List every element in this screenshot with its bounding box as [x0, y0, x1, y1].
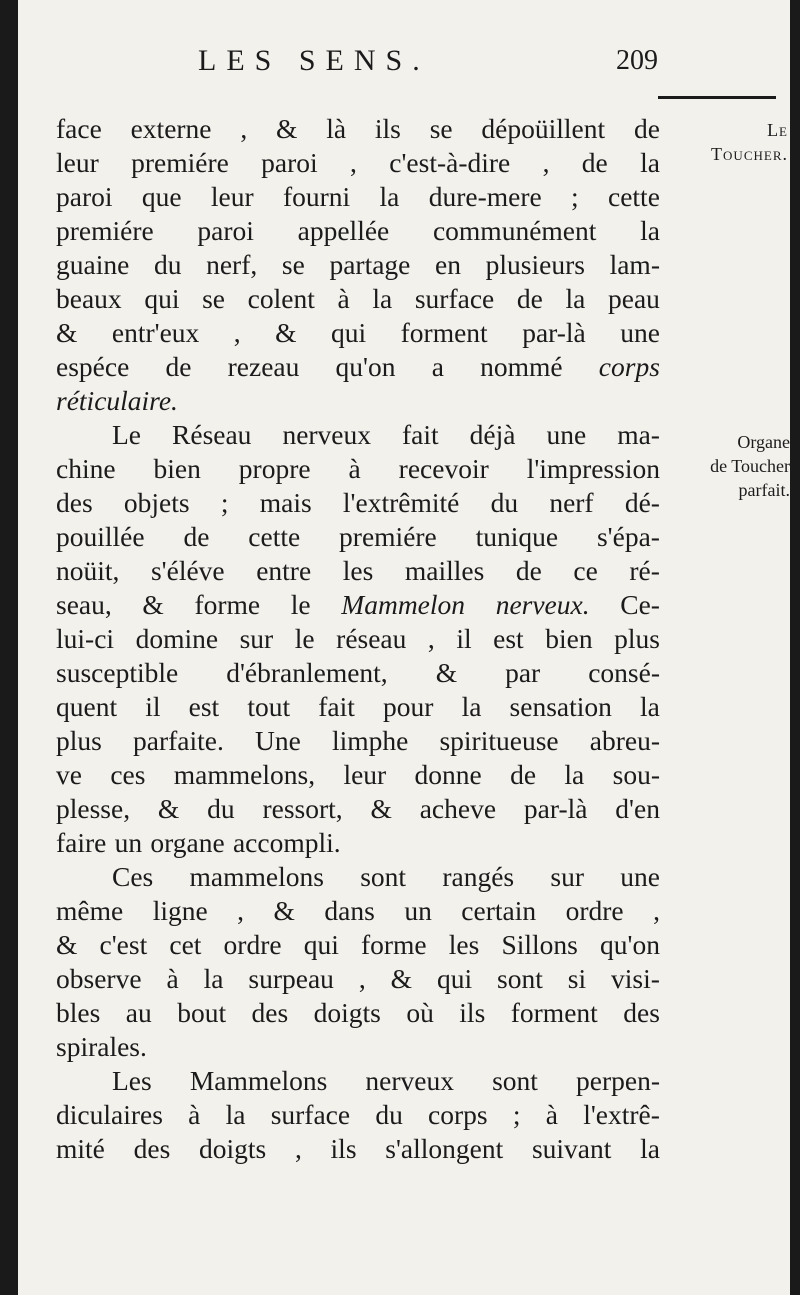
text-line: & entr'eux , & qui forment par-là une	[56, 317, 660, 348]
text-line: Les Mammelons nerveux sont perpen-	[112, 1065, 660, 1096]
text-line: premiére paroi appellée communément la	[56, 215, 660, 246]
margin-note-organe	[666, 430, 790, 502]
text-line: chine bien propre à recevoir l'impression	[56, 453, 660, 484]
text-line: beaux qui se colent à la surface de la peau	[56, 283, 660, 314]
text-line: espéce de rezeau qu'on a nommé corps	[56, 351, 660, 382]
text-line: susceptible d'ébranlement, & par consé-	[56, 657, 660, 688]
text-line: des objets ; mais l'extrêmité du nerf dé-	[56, 487, 660, 518]
running-head: LES SENS.	[198, 44, 430, 77]
text-line: faire un organe accompli.	[56, 827, 341, 858]
text-line: leur premiére paroi , c'est-à-dire , de la	[56, 147, 660, 178]
margin-rule	[658, 96, 776, 99]
body-text	[56, 112, 660, 1166]
margin-note-line: Toucher.	[711, 144, 788, 164]
text-line: noüit, s'éléve entre les mailles de ce ré-	[56, 555, 660, 586]
margin-note-line: Organe	[737, 432, 790, 452]
text-line: ve ces mammelons, leur donne de la sou-	[56, 759, 660, 790]
text-line: plus parfaite. Une limphe spiritueuse abreu-	[56, 725, 660, 756]
text-line: quent il est tout fait pour la sensation la	[56, 691, 660, 722]
page-number: 209	[616, 45, 658, 76]
text-line: diculaires à la surface du corps ; à l'extrê-	[56, 1099, 660, 1130]
text-line: & c'est cet ordre qui forme les Sillons qu'on	[56, 929, 660, 960]
text-line: mité des doigts , ils s'allongent suivant la	[56, 1133, 660, 1164]
text-line: plesse, & du ressort, & acheve par-là d'en	[56, 793, 660, 824]
text-line: guaine du nerf, se partage en plusieurs lam-	[56, 249, 660, 280]
text-line: réticulaire.	[56, 385, 178, 416]
margin-note-line: Le	[767, 120, 788, 140]
text-line: observe à la surpeau , & qui sont si visi-	[56, 963, 660, 994]
margin-note-le-toucher	[668, 118, 788, 166]
text-line: même ligne , & dans un certain ordre ,	[56, 895, 660, 926]
margin-note-line: de Toucher	[710, 456, 790, 476]
text-line: pouillée de cette premiére tunique s'épa-	[56, 521, 660, 552]
text-line: Le Réseau nerveux fait déjà une ma-	[112, 419, 660, 450]
text-line: face externe , & là ils se dépoüillent de	[56, 113, 660, 144]
book-page	[18, 0, 790, 1295]
text-line: paroi que leur fourni la dure-mere ; cette	[56, 181, 660, 212]
text-line: Ces mammelons sont rangés sur une	[112, 861, 660, 892]
text-line: lui-ci domine sur le réseau , il est bien plus	[56, 623, 660, 654]
text-line: bles au bout des doigts où ils forment des	[56, 997, 660, 1028]
page-header	[198, 36, 658, 86]
text-line: spirales.	[56, 1031, 147, 1062]
text-line: seau, & forme le Mammelon nerveux. Ce-	[56, 589, 660, 620]
margin-note-line: parfait.	[738, 480, 790, 500]
